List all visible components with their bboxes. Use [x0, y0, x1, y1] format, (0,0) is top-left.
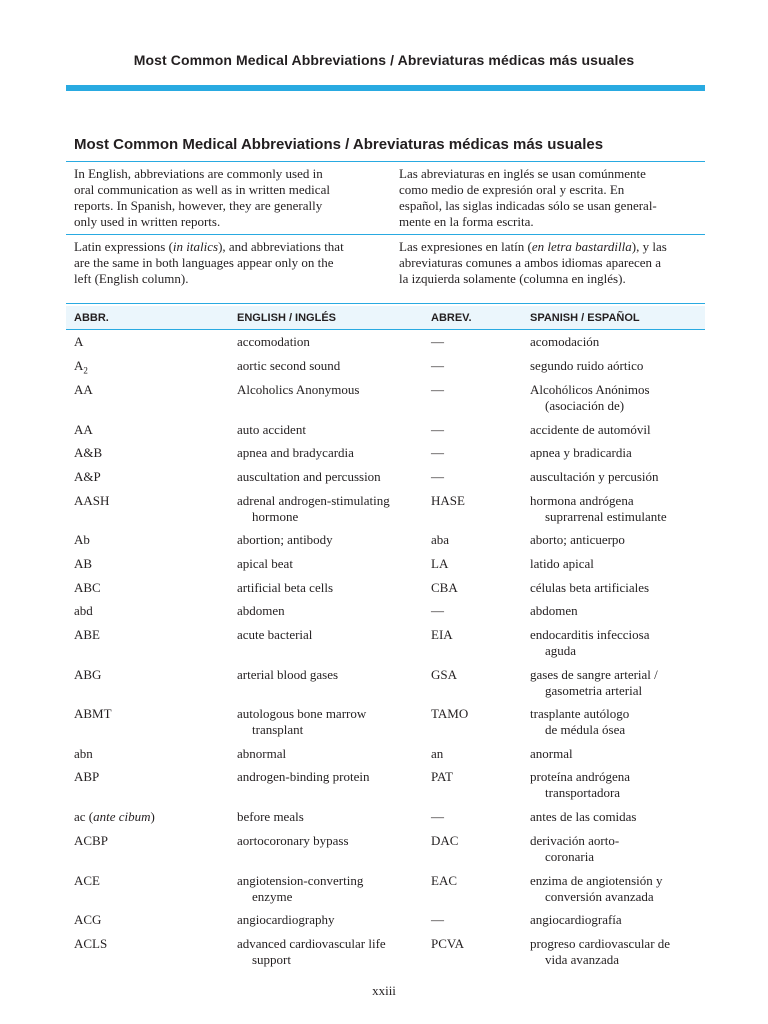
spanish-cell [530, 936, 705, 968]
spanish-cell-line: de médula ósea [545, 722, 626, 737]
spanish-cell [530, 809, 705, 825]
english-cell [237, 580, 417, 596]
abrev-cell: DAC [431, 833, 459, 848]
intro-line: Las abreviaturas en inglés se usan comúnmente [399, 166, 646, 181]
english-cell-line: support [252, 952, 291, 967]
spanish-cell [530, 445, 705, 461]
intro-box [66, 161, 705, 290]
english-cell [237, 746, 417, 762]
abrev-cell: — [431, 445, 444, 460]
abrev-cell: PCVA [431, 936, 465, 951]
intro-line: como medio de expresión oral y escrita. En [399, 182, 625, 197]
abbr-cell [74, 627, 224, 643]
english-cell-line: arterial blood gases [237, 667, 339, 682]
spanish-cell-line: accidente de automóvil [530, 422, 651, 437]
intro-row-latin-expressions [66, 235, 705, 290]
abrev-cell: EIA [431, 627, 453, 642]
spanish-cell [530, 358, 705, 374]
intro-row-abbreviation-usage [66, 162, 705, 235]
spanish-cell [530, 556, 705, 572]
abbr-cell [74, 493, 224, 509]
abrev-cell: — [431, 603, 444, 618]
intro-line [399, 239, 705, 255]
intro-text: ), y las [631, 239, 667, 254]
english-cell [237, 469, 417, 485]
running-head: Most Common Medical Abbreviations / Abreviaturas médicas más usuales [133, 52, 635, 68]
header-abbr: ABBR. [74, 312, 109, 324]
abrev-cell: — [431, 912, 444, 927]
spanish-cell-line: vida avanzada [545, 952, 619, 967]
spanish-cell-line: conversión avanzada [545, 889, 654, 904]
abbr-text: AASH [74, 493, 110, 508]
english-cell [237, 334, 417, 350]
english-cell-line: advanced cardiovascular life [237, 936, 386, 951]
abbr-text: AA [74, 422, 93, 437]
abrev-cell: PAT [431, 769, 453, 784]
abbr-cell [74, 912, 224, 928]
intro-line: In English, abbreviations are commonly used in [74, 166, 323, 181]
abbr-text: ACE [74, 873, 100, 888]
english-cell-line: accomodation [237, 334, 310, 349]
abbr-subscript: 2 [83, 365, 88, 376]
english-cell-line: angiotension-converting [237, 873, 364, 888]
section-title: Most Common Medical Abbreviations / Abreviaturas médicas más usuales [74, 136, 604, 153]
spanish-cell-line: hormona andrógena [530, 493, 634, 508]
table-top-rule [66, 303, 705, 304]
english-cell [237, 358, 417, 374]
english-cell-line: Alcoholics Anonymous [237, 382, 360, 397]
english-cell-line: abdomen [237, 603, 285, 618]
abbr-text: ABP [74, 769, 100, 784]
header-spanish: SPANISH / ESPAÑOL [530, 312, 640, 324]
abrev-cell: CBA [431, 580, 458, 595]
spanish-cell-line: trasplante autólogo [530, 706, 630, 721]
intro-line [74, 239, 399, 255]
abbr-cell [74, 769, 224, 785]
header-rule [66, 85, 705, 91]
abbr-text: ABMT [74, 706, 112, 721]
english-cell-line: auscultation and percussion [237, 469, 381, 484]
spanish-cell-line: derivación aorto- [530, 833, 620, 848]
abbr-cell [74, 469, 224, 485]
intro-line: are the same in both languages appear only on the [74, 255, 334, 270]
intro-spanish-paragraph [399, 239, 705, 287]
english-cell-line: enzyme [252, 889, 293, 904]
english-cell [237, 382, 417, 398]
abrev-cell: EAC [431, 873, 457, 888]
abbr-text: ABC [74, 580, 101, 595]
abbr-text: abd [74, 603, 93, 618]
abbr-cell [74, 706, 224, 722]
abbr-cell [74, 809, 224, 825]
spanish-cell [530, 422, 705, 438]
spanish-cell-line: enzima de angiotensión y [530, 873, 663, 888]
english-cell [237, 769, 417, 785]
abbr-text: abn [74, 746, 93, 761]
english-cell [237, 833, 417, 849]
abrev-cell: — [431, 422, 444, 437]
header-abrev: ABREV. [431, 312, 472, 324]
spanish-cell-line: segundo ruido aórtico [530, 358, 644, 373]
english-cell [237, 912, 417, 928]
abrev-cell: an [431, 746, 444, 761]
abbr-text: A&P [74, 469, 101, 484]
english-cell [237, 667, 417, 683]
spanish-cell-line: endocarditis infecciosa [530, 627, 650, 642]
spanish-cell-line: células beta artificiales [530, 580, 650, 595]
spanish-cell-line: apnea y bradicardia [530, 445, 632, 460]
spanish-cell-line: proteína andrógena [530, 769, 630, 784]
abbr-text: ACBP [74, 833, 108, 848]
spanish-cell [530, 706, 705, 738]
spanish-cell-line: progreso cardiovascular de [530, 936, 671, 951]
abbr-cell [74, 422, 224, 438]
english-cell [237, 532, 417, 548]
english-cell-line: before meals [237, 809, 304, 824]
english-cell [237, 556, 417, 572]
spanish-cell-line: auscultación y percusión [530, 469, 659, 484]
abbr-text: ABE [74, 627, 100, 642]
spanish-cell-line: antes de las comidas [530, 809, 637, 824]
abbr-cell [74, 580, 224, 596]
intro-line: abreviaturas comunes a ambos idiomas aparecen a [399, 255, 662, 270]
spanish-cell [530, 627, 705, 659]
abbr-text: AB [74, 556, 93, 571]
spanish-cell-line: Alcohólicos Anónimos [530, 382, 650, 397]
spanish-cell-line: transportadora [545, 785, 621, 800]
english-cell-line: apnea and bradycardia [237, 445, 354, 460]
spanish-cell [530, 382, 705, 414]
abbr-latin-italic: ante cibum [93, 809, 151, 824]
english-cell-line: angiocardiography [237, 912, 335, 927]
abbr-text: ABG [74, 667, 102, 682]
english-cell-line: hormone [252, 509, 299, 524]
abbr-text: A&B [74, 445, 103, 460]
spanish-cell [530, 833, 705, 865]
abrev-cell: — [431, 469, 444, 484]
abbr-text: ACG [74, 912, 102, 927]
spanish-cell [530, 603, 705, 619]
intro-italic-text: in italics [172, 239, 219, 254]
spanish-cell-line: latido apical [530, 556, 594, 571]
abbr-cell [74, 833, 224, 849]
english-cell-line: aortic second sound [237, 358, 341, 373]
abbr-cell [74, 556, 224, 572]
abrev-cell: TAMO [431, 706, 469, 721]
intro-spanish-paragraph [399, 166, 705, 230]
abrev-cell: HASE [431, 493, 465, 508]
english-cell [237, 873, 417, 905]
english-cell [237, 706, 417, 738]
english-cell-line: auto accident [237, 422, 306, 437]
spanish-cell [530, 746, 705, 762]
spanish-cell [530, 912, 705, 928]
abrev-cell: — [431, 382, 444, 397]
abbr-text: ACLS [74, 936, 108, 951]
abbr-cell [74, 667, 224, 683]
intro-line: la izquierda solamente (columna en inglés). [399, 271, 626, 286]
abbr-cell [74, 445, 224, 461]
english-cell [237, 627, 417, 643]
abbr-text: Ab [74, 532, 90, 547]
intro-line: mente en la forma escrita. [399, 214, 534, 229]
english-cell-line: aortocoronary bypass [237, 833, 349, 848]
spanish-cell-line: anormal [530, 746, 573, 761]
intro-line: reports. In Spanish, however, they are generally [74, 198, 323, 213]
english-cell [237, 422, 417, 438]
abbr-text: AA [74, 382, 93, 397]
intro-italic-text: en letra bastardilla [531, 239, 632, 254]
english-cell [237, 809, 417, 825]
intro-line: left (English column). [74, 271, 189, 286]
header-english: ENGLISH / INGLÉS [237, 312, 337, 324]
english-cell-line: autologous bone marrow [237, 706, 367, 721]
spanish-cell [530, 667, 705, 699]
abrev-cell: — [431, 334, 444, 349]
english-cell [237, 493, 417, 525]
spanish-cell-line: (asociación de) [545, 398, 625, 413]
english-cell-line: androgen-binding protein [237, 769, 370, 784]
spanish-cell [530, 769, 705, 801]
spanish-cell [530, 873, 705, 905]
abbr-cell [74, 936, 224, 952]
intro-english-paragraph [66, 166, 399, 230]
intro-text: Las expresiones en latín ( [399, 239, 532, 254]
english-cell-line: adrenal androgen-stimulating [237, 493, 390, 508]
spanish-cell [530, 580, 705, 596]
english-cell-line: acute bacterial [237, 627, 313, 642]
english-cell-line: transplant [252, 722, 304, 737]
english-cell [237, 445, 417, 461]
abrev-cell: — [431, 358, 444, 373]
abrev-cell: LA [431, 556, 449, 571]
intro-text: Latin expressions ( [74, 239, 173, 254]
abrev-cell: aba [431, 532, 450, 547]
english-cell-line: abortion; antibody [237, 532, 333, 547]
spanish-cell-line: abdomen [530, 603, 578, 618]
abbr-cell [74, 334, 224, 350]
spanish-cell-line: gasometria arterial [545, 683, 643, 698]
spanish-cell [530, 469, 705, 485]
intro-english-paragraph [66, 239, 399, 287]
spanish-cell-line: suprarrenal estimulante [545, 509, 667, 524]
spanish-cell [530, 493, 705, 525]
abbr-text: A [74, 358, 84, 373]
spanish-cell [530, 334, 705, 350]
english-cell-line: artificial beta cells [237, 580, 334, 595]
abrev-cell: GSA [431, 667, 458, 682]
page-number: xxiii [372, 983, 396, 998]
abbr-cell [74, 603, 224, 619]
abbr-text: ) [150, 809, 155, 824]
spanish-cell-line: aguda [545, 643, 577, 658]
english-cell [237, 936, 417, 968]
intro-line: only used in written reports. [74, 214, 221, 229]
abrev-cell: — [431, 809, 444, 824]
abbr-cell [74, 746, 224, 762]
spanish-cell [530, 532, 705, 548]
table-header [66, 306, 705, 330]
english-cell-line: apical beat [237, 556, 293, 571]
spanish-cell-line: gases de sangre arterial / [530, 667, 658, 682]
abbr-text: ac ( [74, 809, 94, 824]
intro-line: español, las siglas indicadas sólo se usan general- [399, 198, 657, 213]
spanish-cell-line: angiocardiografía [530, 912, 622, 927]
intro-text: ), and abbreviations that [218, 239, 344, 254]
english-cell-line: abnormal [237, 746, 287, 761]
english-cell [237, 603, 417, 619]
spanish-cell-line: acomodación [530, 334, 600, 349]
abbr-cell [74, 873, 224, 889]
abbr-cell [74, 358, 224, 379]
spanish-cell-line: coronaria [545, 849, 595, 864]
abbr-cell [74, 382, 224, 398]
intro-line: oral communication as well as in written medical [74, 182, 330, 197]
abbr-cell [74, 532, 224, 548]
spanish-cell-line: aborto; anticuerpo [530, 532, 625, 547]
abbr-text: A [74, 334, 84, 349]
